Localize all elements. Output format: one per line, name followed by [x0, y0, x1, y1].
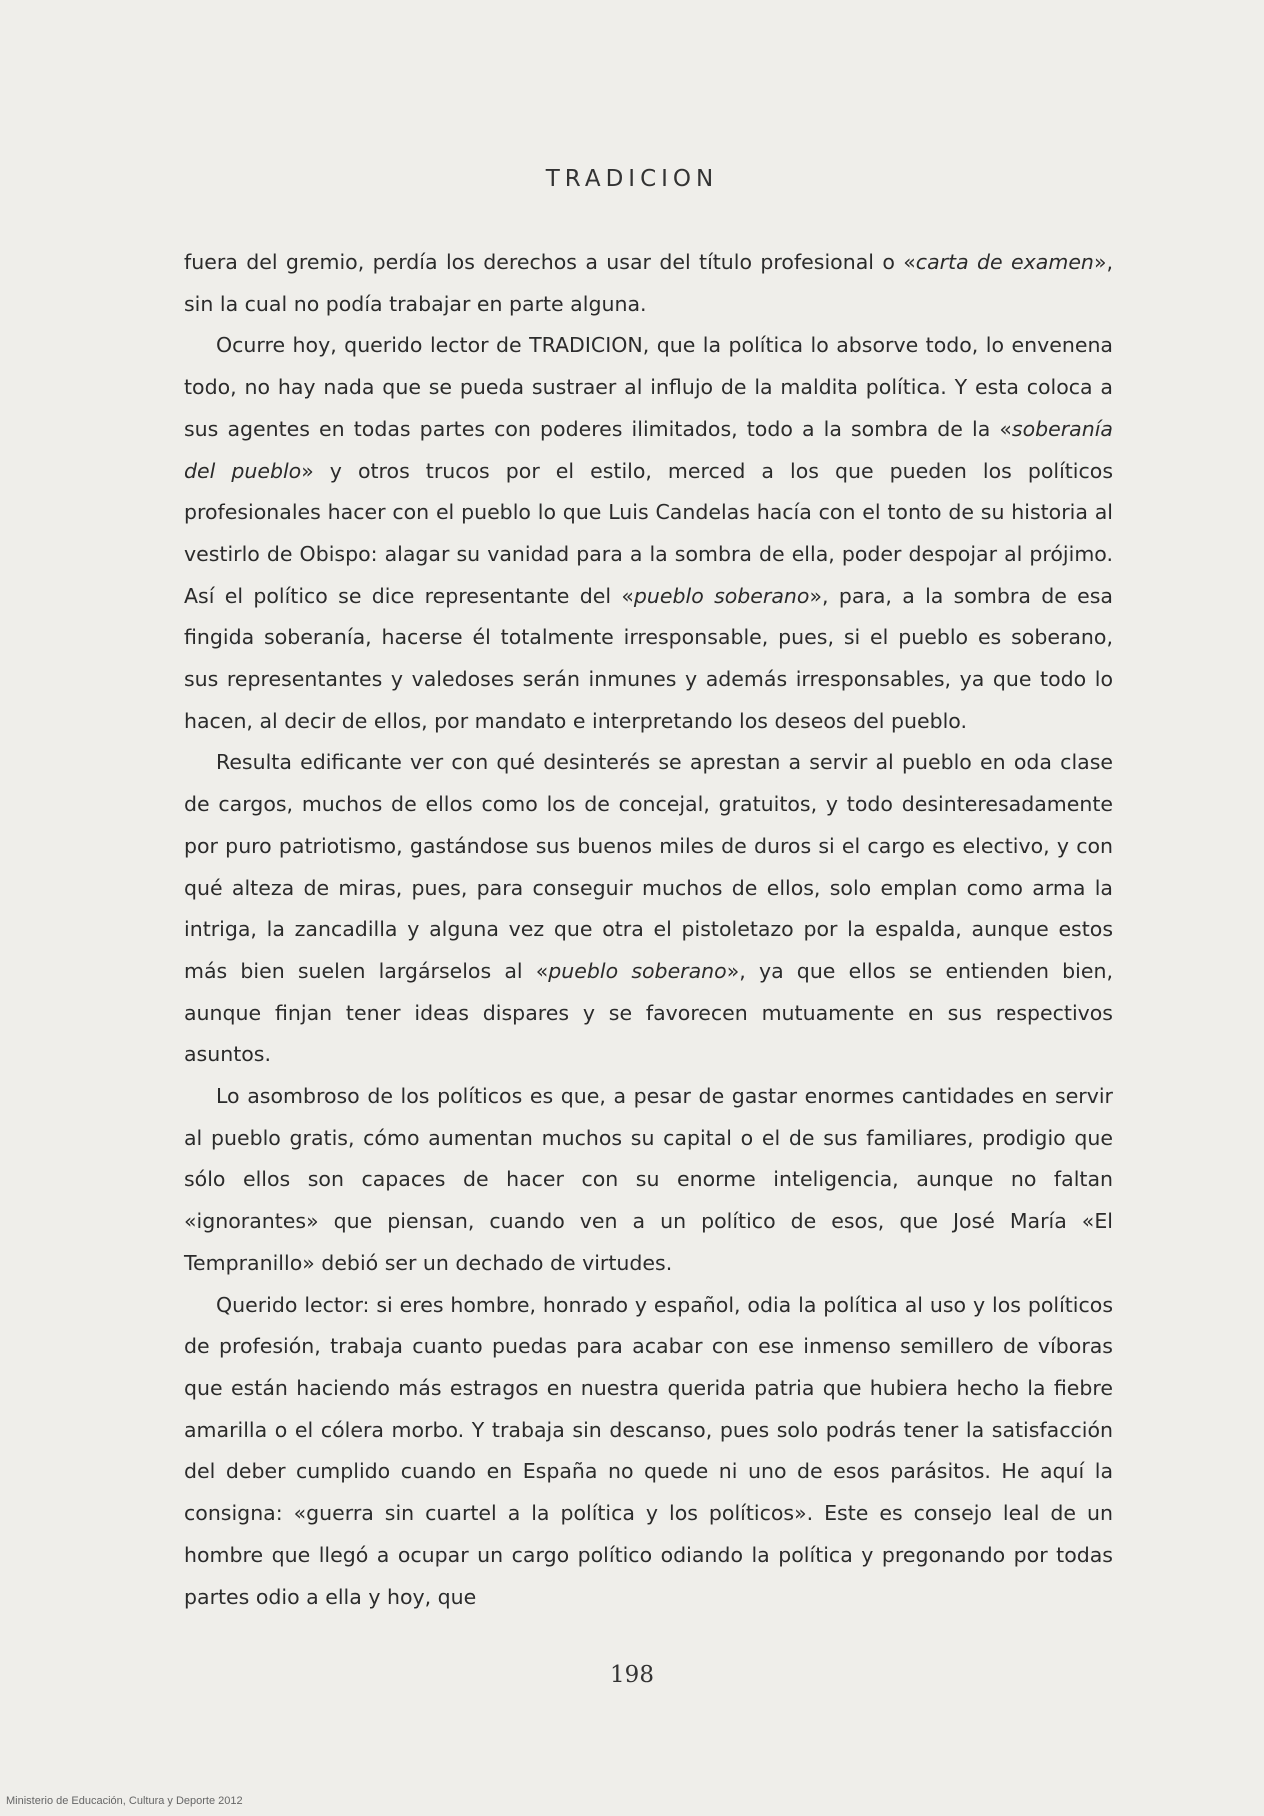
page-number: 198: [610, 1662, 654, 1688]
paragraph-4: Lo asombroso de los políticos es que, a pesar de gastar enormes cantidades en servir al pueblo gratis, cómo aumentan muchos su capital o el de sus familiares, prodigio que sólo ellos son capaces de hacer con su enorme inteligencia, aunque no faltan «ignorantes» que piensan, cuando ven a un político de esos, que José María «El Tempranillo» debió ser un dechado de virtudes.: [184, 1084, 1113, 1275]
paragraph-3: [184, 742, 1113, 1076]
paragraph-3-italic: pueblo soberano: [548, 958, 727, 983]
paragraph-2-italic-2: pueblo soberano: [633, 583, 810, 608]
paragraph-2-italic-1: soberanía del pueblo: [184, 416, 1113, 483]
paragraph-2-text-a: Ocurre hoy, querido lector de TRADICION, que la política lo absorve todo, lo envenena todo, no hay nada que se pueda sustraer al influjo de la maldita política. Y esta coloca a sus agentes en todas partes con poderes ilimitados, todo a la sombra de la «: [184, 333, 1113, 441]
paragraph-1-text-b: », sin la cual no podía trabajar en parte alguna.: [184, 250, 1113, 316]
paragraph-3-text-a: Resulta edificante ver con qué desinterés se aprestan a servir al pueblo en oda clase de cargos, muchos de ellos como los de concejal, gratuitos, y todo desinteresadamente por puro patriotismo, gastándose sus buenos miles de duros si el cargo es electivo, y con qué alteza de miras, pues, para conseguir muchos de ellos, solo emplan como arma la intriga, la zancadilla y alguna vez que otra el pistoletazo por la espalda, aunque estos más bien suelen largárselos al «: [184, 750, 1113, 983]
paragraph-3-text-b: », ya que ellos se entienden bien, aunque finjan tener ideas dispares y se favorecen mutuamente en sus respectivos asuntos.: [184, 958, 1113, 1067]
digitization-credit: Ministerio de Educación, Cultura y Deporte 2012: [6, 1795, 243, 1807]
paragraph-2-text-c: », para, a la sombra de esa fingida soberanía, hacerse él totalmente irresponsable, pues, si el pueblo es soberano, sus representantes y valedoses serán inmunes y además irresponsables, ya que todo lo hacen, al decir de ellos, por mandato e interpretando los deseos del pueblo.: [184, 583, 1113, 733]
paragraph-1-italic: carta de examen: [915, 250, 1094, 274]
paragraph-2: [184, 325, 1113, 742]
paragraph-1: [184, 242, 1113, 325]
paragraph-2-text-b: » y otros trucos por el estilo, merced a los que pueden los políticos profesionales hacer con el pueblo lo que Luis Candelas hacía con el tonto de su historia al vestirlo de Obispo: alagar su vanidad para a la sombra de ella, poder despojar al prójimo. Así el político se dice representante del «: [184, 458, 1113, 608]
body-text: [184, 242, 1113, 1618]
paragraph-1-text-a: fuera del gremio, perdía los derechos a usar del título profesional o «: [184, 250, 916, 274]
running-title: TRADICION: [545, 166, 719, 192]
paragraph-5: Querido lector: si eres hombre, honrado y español, odia la política al uso y los políticos de profesión, trabaja cuanto puedas para acabar con ese inmenso semillero de víboras que están haciendo más estragos en nuestra querida patria que hubiera hecho la fiebre amarilla o el cólera morbo. Y trabaja sin descanso, pues solo podrás tener la satisfacción del deber cumplido cuando en España no quede ni uno de esos parásitos. He aquí la consigna: «guerra sin cuartel a la política y los políticos». Este es consejo leal de un hombre que llegó a ocupar un cargo político odiando la política y pregonando por todas partes odio a ella y hoy, que: [184, 1292, 1113, 1609]
